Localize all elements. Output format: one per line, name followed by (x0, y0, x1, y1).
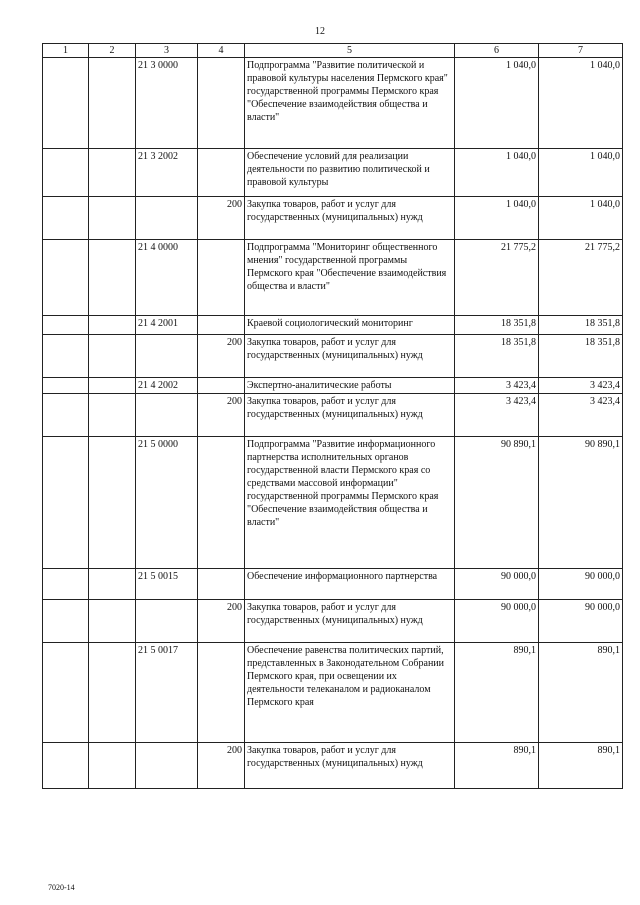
name-cell: Закупка товаров, работ и услуг для государственных (муниципальных) нужд (245, 335, 455, 378)
col2-cell (89, 569, 136, 600)
col2-cell (89, 378, 136, 394)
name-cell: Подпрограмма "Развитие информационного партнерства исполнительных органов государственной власти Пермского края со средствами массовой информации" государственной программы Пермского края "Обеспечение взаимодействия общества и власти" (245, 437, 455, 569)
code-cell (136, 743, 198, 789)
amount-col7-cell: 18 351,8 (539, 335, 623, 378)
table-row (43, 437, 623, 569)
col2-cell (89, 743, 136, 789)
column-header: 4 (198, 44, 245, 58)
name-cell: Подпрограмма "Развитие политической и правовой культуры населения Пермского края" государственной программы Пермского края "Обеспечение взаимодействия общества и власти" (245, 58, 455, 149)
col2-cell (89, 149, 136, 197)
col1-cell (43, 569, 89, 600)
expense-type-cell: 200 (198, 600, 245, 643)
code-cell: 21 5 0017 (136, 643, 198, 743)
expense-type-cell: 200 (198, 197, 245, 240)
name-cell: Обеспечение информационного партнерства (245, 569, 455, 600)
col1-cell (43, 394, 89, 437)
name-cell: Краевой социологический мониторинг (245, 316, 455, 335)
expense-type-cell (198, 643, 245, 743)
code-cell: 21 3 0000 (136, 58, 198, 149)
amount-col6-cell: 1 040,0 (455, 58, 539, 149)
name-cell: Закупка товаров, работ и услуг для государственных (муниципальных) нужд (245, 197, 455, 240)
amount-col7-cell: 890,1 (539, 743, 623, 789)
name-cell: Обеспечение условий для реализации деятельности по развитию политической и правовой культуры (245, 149, 455, 197)
column-header: 7 (539, 44, 623, 58)
name-cell: Подпрограмма "Мониторинг общественного мнения" государственной программы Пермского края "Обеспечение взаимодействия общества и власти" (245, 240, 455, 316)
col1-cell (43, 335, 89, 378)
table-row (43, 197, 623, 240)
table-row (43, 569, 623, 600)
amount-col6-cell: 21 775,2 (455, 240, 539, 316)
amount-col6-cell: 1 040,0 (455, 149, 539, 197)
code-cell (136, 335, 198, 378)
amount-col7-cell: 1 040,0 (539, 149, 623, 197)
table-row (43, 600, 623, 643)
col2-cell (89, 600, 136, 643)
code-cell (136, 600, 198, 643)
column-header: 5 (245, 44, 455, 58)
name-cell: Обеспечение равенства политических партий, представленных в Законодательном Собрании Пермского края, при освещении их деятельности телеканалом и радиоканалом Пермского края (245, 643, 455, 743)
amount-col6-cell: 1 040,0 (455, 197, 539, 240)
amount-col7-cell: 90 000,0 (539, 600, 623, 643)
expense-type-cell (198, 378, 245, 394)
column-header: 6 (455, 44, 539, 58)
table-header-row (43, 44, 623, 58)
code-cell (136, 394, 198, 437)
name-cell: Закупка товаров, работ и услуг для государственных (муниципальных) нужд (245, 743, 455, 789)
expense-type-cell: 200 (198, 335, 245, 378)
col1-cell (43, 600, 89, 643)
col2-cell (89, 437, 136, 569)
column-header: 1 (43, 44, 89, 58)
amount-col7-cell: 1 040,0 (539, 58, 623, 149)
code-cell: 21 4 2001 (136, 316, 198, 335)
expense-type-cell (198, 58, 245, 149)
amount-col6-cell: 90 000,0 (455, 569, 539, 600)
col1-cell (43, 743, 89, 789)
code-cell (136, 197, 198, 240)
code-cell: 21 5 0015 (136, 569, 198, 600)
page-number: 12 (315, 26, 325, 37)
col1-cell (43, 378, 89, 394)
col1-cell (43, 316, 89, 335)
amount-col6-cell: 890,1 (455, 743, 539, 789)
expense-type-cell (198, 240, 245, 316)
col2-cell (89, 197, 136, 240)
name-cell: Закупка товаров, работ и услуг для государственных (муниципальных) нужд (245, 394, 455, 437)
code-cell: 21 4 2002 (136, 378, 198, 394)
budget-table (42, 43, 623, 789)
table-row (43, 394, 623, 437)
col2-cell (89, 335, 136, 378)
table-row (43, 240, 623, 316)
col2-cell (89, 394, 136, 437)
amount-col7-cell: 3 423,4 (539, 378, 623, 394)
column-header: 2 (89, 44, 136, 58)
expense-type-cell (198, 316, 245, 335)
amount-col7-cell: 21 775,2 (539, 240, 623, 316)
table-row (43, 149, 623, 197)
col1-cell (43, 643, 89, 743)
amount-col6-cell: 18 351,8 (455, 316, 539, 335)
name-cell: Закупка товаров, работ и услуг для государственных (муниципальных) нужд (245, 600, 455, 643)
amount-col7-cell: 1 040,0 (539, 197, 623, 240)
amount-col7-cell: 18 351,8 (539, 316, 623, 335)
amount-col6-cell: 18 351,8 (455, 335, 539, 378)
table-row (43, 316, 623, 335)
col2-cell (89, 58, 136, 149)
amount-col7-cell: 890,1 (539, 643, 623, 743)
code-cell: 21 4 0000 (136, 240, 198, 316)
code-cell: 21 5 0000 (136, 437, 198, 569)
amount-col7-cell: 3 423,4 (539, 394, 623, 437)
col1-cell (43, 437, 89, 569)
expense-type-cell: 200 (198, 743, 245, 789)
col1-cell (43, 240, 89, 316)
amount-col7-cell: 90 890,1 (539, 437, 623, 569)
table-row (43, 743, 623, 789)
name-cell: Экспертно-аналитические работы (245, 378, 455, 394)
footer-code: 7020-14 (48, 883, 75, 892)
amount-col6-cell: 3 423,4 (455, 394, 539, 437)
expense-type-cell: 200 (198, 394, 245, 437)
col1-cell (43, 197, 89, 240)
col1-cell (43, 58, 89, 149)
table-row (43, 335, 623, 378)
amount-col6-cell: 890,1 (455, 643, 539, 743)
table-row (43, 58, 623, 149)
amount-col6-cell: 90 000,0 (455, 600, 539, 643)
expense-type-cell (198, 149, 245, 197)
expense-type-cell (198, 437, 245, 569)
col2-cell (89, 643, 136, 743)
table-row (43, 643, 623, 743)
column-header: 3 (136, 44, 198, 58)
amount-col7-cell: 90 000,0 (539, 569, 623, 600)
col1-cell (43, 149, 89, 197)
code-cell: 21 3 2002 (136, 149, 198, 197)
table-row (43, 378, 623, 394)
col2-cell (89, 316, 136, 335)
col2-cell (89, 240, 136, 316)
expense-type-cell (198, 569, 245, 600)
amount-col6-cell: 3 423,4 (455, 378, 539, 394)
amount-col6-cell: 90 890,1 (455, 437, 539, 569)
